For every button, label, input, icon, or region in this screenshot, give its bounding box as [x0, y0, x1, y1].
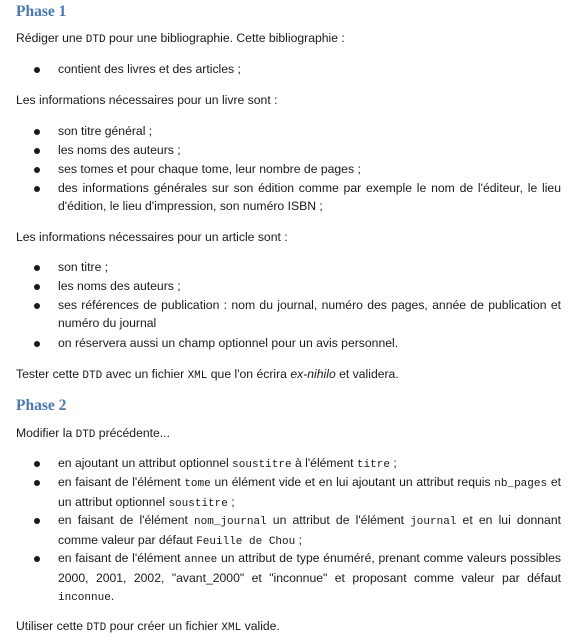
code-term: XML [187, 370, 208, 382]
text-segment: son titre général ; [58, 124, 153, 138]
text-segment: Tester cette [16, 367, 83, 381]
text-segment: Les informations nécessaires pour un article sont : [16, 230, 288, 244]
text-segment: que l'on écrira [207, 367, 291, 381]
bullet-icon [34, 167, 40, 173]
text-segment: Les informations nécessaires pour un livre sont : [16, 93, 278, 107]
text-segment: contient des livres et des articles ; [58, 62, 241, 76]
livre-item [58, 141, 561, 159]
final-line [16, 617, 565, 637]
bullet-icon [34, 186, 40, 192]
article-item [58, 296, 561, 332]
code-term: journal [410, 516, 457, 528]
livre-item [58, 160, 561, 178]
code-term: DTD [82, 370, 103, 382]
livre-intro [16, 91, 565, 109]
text-segment: Utiliser cette [16, 619, 87, 633]
text-segment: . [110, 589, 115, 603]
phase1-intro [16, 29, 565, 49]
bullet-icon [34, 461, 40, 467]
text-segment: et validera. [335, 367, 399, 381]
text-segment: en faisant de l'élément [58, 475, 185, 489]
text-segment: les noms des auteurs ; [58, 279, 181, 293]
text-segment: ; [227, 495, 235, 509]
text-segment: ; [389, 456, 397, 470]
text-segment: ; [295, 533, 303, 547]
article-item [58, 258, 561, 276]
text-segment: et un attribut optionnel [58, 475, 561, 509]
bullet-icon [34, 341, 40, 347]
text-segment: Rédiger une [16, 31, 86, 45]
text-segment: et en lui donnant comme valeur par défaut [58, 513, 561, 547]
code-term: DTD [85, 34, 106, 46]
text-segment: en faisant de l'élément [58, 551, 185, 565]
text-segment: ses tomes et pour chaque tome, leur nombre de pages ; [58, 162, 361, 176]
text-segment: un attribut de type énuméré, prenant comme valeurs possibles 2000, 2001, 2002, "avant_2000" et "inconnue" et proposant comme valeur par défaut [58, 551, 561, 585]
text-segment: on réservera aussi un champ optionnel pour un avis personnel. [58, 336, 399, 350]
code-term: DTD [75, 429, 96, 441]
text-segment: avec un fichier [102, 367, 188, 381]
code-term: inconnue [58, 592, 111, 604]
text-segment: ses références de publication : nom du journal, numéro des pages, année de publication et numéro du journal [58, 298, 561, 330]
code-term: nom_journal [194, 516, 267, 528]
article-intro [16, 228, 565, 246]
text-segment: en ajoutant un attribut optionnel [58, 456, 233, 470]
text-segment: des informations générales sur son édition comme par exemple le nom de l'éditeur, le lieu d'édition, le lieu d'impression, son numéro ISBN ; [58, 181, 561, 213]
bullet-icon [34, 265, 40, 271]
phase2-item [58, 549, 561, 607]
article-item [58, 277, 561, 295]
code-term: titre [356, 459, 390, 471]
text-segment: son titre ; [58, 260, 109, 274]
text-segment: en faisant de l'élément [58, 513, 195, 527]
code-term: Feuille de Chou [196, 536, 296, 548]
bullet-icon [34, 303, 40, 309]
code-term: annee [184, 554, 218, 566]
italic-text: ex-nihilo [290, 367, 336, 381]
list1-item [58, 60, 561, 78]
text-segment: Modifier la [16, 426, 76, 440]
livre-item [58, 179, 561, 215]
bullet-icon [34, 480, 40, 486]
text-segment: valide. [241, 619, 280, 633]
text-segment: à l'élément [291, 456, 357, 470]
bullet-icon [34, 518, 40, 524]
code-term: XML [221, 622, 242, 634]
phase1-heading: Phase 1 [16, 3, 67, 20]
bullet-icon [34, 148, 40, 154]
article-item [58, 334, 561, 352]
text-segment: précédente... [95, 426, 170, 440]
phase2-item [58, 511, 561, 551]
phase2-item [58, 473, 561, 513]
bullet-icon [34, 129, 40, 135]
phase2-heading: Phase 2 [16, 397, 67, 414]
bullet-icon [34, 67, 40, 73]
bullet-icon [34, 284, 40, 290]
code-term: soustitre [168, 498, 228, 510]
test-line [16, 365, 565, 385]
code-term: DTD [86, 622, 107, 634]
bullet-icon [34, 556, 40, 562]
code-term: tome [184, 478, 211, 490]
text-segment: un élément vide et en lui ajoutant un attribut requis [210, 475, 495, 489]
text-segment: les noms des auteurs ; [58, 143, 181, 157]
text-segment: pour une bibliographie. Cette bibliographie : [105, 31, 345, 45]
livre-item [58, 122, 561, 140]
phase2-item [58, 454, 561, 474]
text-segment: pour créer un fichier [106, 619, 222, 633]
text-segment: un attribut de l'élément [266, 513, 411, 527]
code-term: nb_pages [494, 478, 548, 490]
phase2-intro [16, 424, 565, 444]
code-term: soustitre [232, 459, 292, 471]
